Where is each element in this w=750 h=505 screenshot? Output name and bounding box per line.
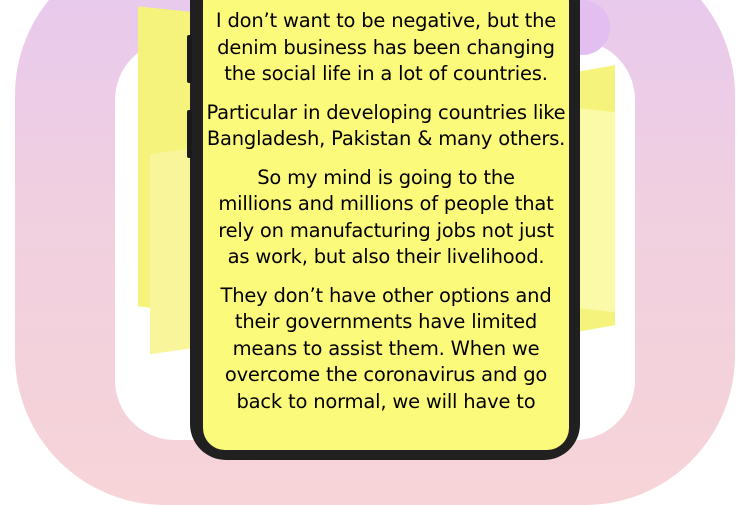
quote-paragraph-2 xyxy=(203,100,569,153)
quote-paragraph-3 xyxy=(203,165,569,271)
quote-line: millions and millions of people that xyxy=(218,192,554,215)
quote-line: overcome the coronavirus and go xyxy=(224,363,548,386)
quote-text xyxy=(203,8,569,427)
quote-line: back to normal, we will have to xyxy=(236,389,536,413)
quote-line: as work, but also their livelihood. xyxy=(227,245,545,268)
quote-line: means to assist them. When we xyxy=(232,336,540,360)
quote-line: They don’t have other options and xyxy=(220,283,552,307)
phone-side-button-upper xyxy=(187,35,192,83)
quote-line: So my mind is going to the xyxy=(257,165,515,189)
quote-line: Bangladesh, Pakistan & many others. xyxy=(206,127,566,150)
quote-line: rely on manufacturing jobs not just xyxy=(218,218,554,242)
quote-paragraph-1 xyxy=(203,8,569,88)
quote-line: their governments have limited xyxy=(234,310,538,333)
highlight-shape-right-secondary xyxy=(575,108,615,312)
phone-side-button-lower xyxy=(187,110,192,158)
quote-line: Particular in developing countries like xyxy=(206,100,566,124)
quote-line: denim business has been changing xyxy=(217,35,555,59)
quote-line: I don’t want to be negative, but the xyxy=(215,9,557,32)
quote-line: the social life in a lot of countries. xyxy=(224,62,548,85)
quote-paragraph-4 xyxy=(203,283,569,416)
